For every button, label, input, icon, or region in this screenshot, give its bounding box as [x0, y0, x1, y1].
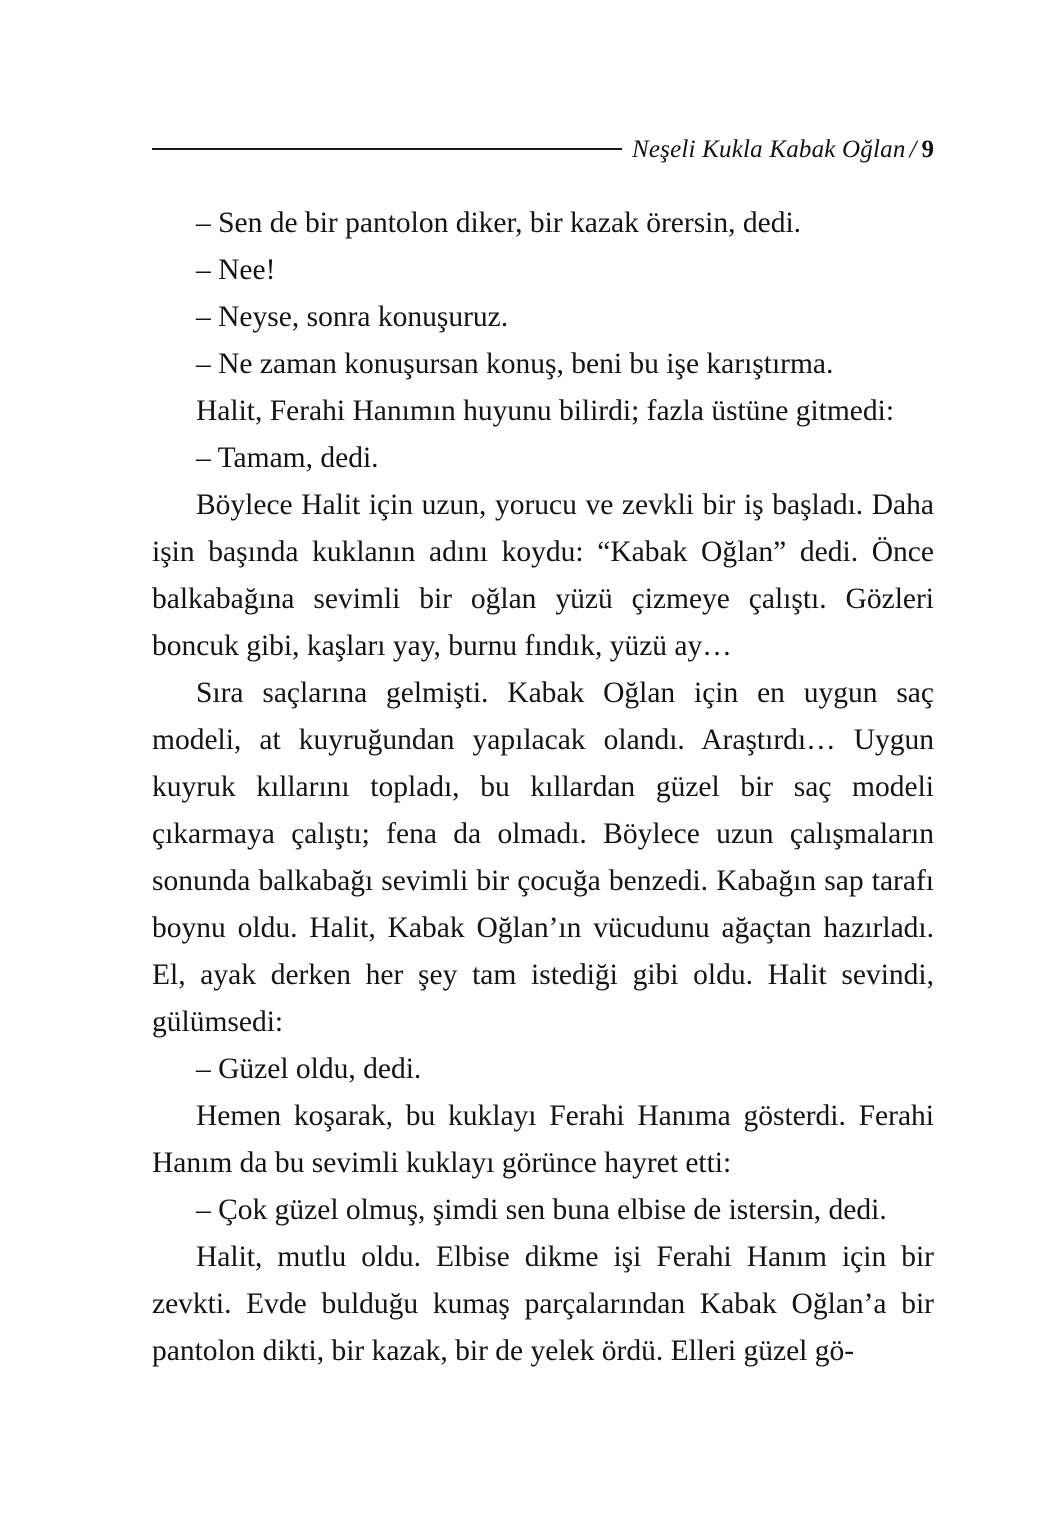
- paragraph: – Çok güzel olmuş, şimdi sen buna elbise de istersin, dedi.: [196, 1194, 887, 1226]
- header-rule: [152, 148, 622, 150]
- paragraph: – Ne zaman konuşursan konuş, beni bu işe karıştırma.: [196, 348, 834, 380]
- running-head: [152, 132, 934, 168]
- paragraph: Sıra saçlarına gelmişti. Kabak Oğlan için en uygun saç modeli, at kuyruğundan yapılacak olandı. Araştırdı… Uygun kuyruk kıllarını topladı, bu kıllardan güzel bir saç modeli çıkarmaya çalıştı; fena da olmadı. Böylece uzun çalışmaların sonunda balkabağı sevimli bir çocuğa benzedi. Kabağın sap tarafı boynu oldu. Halit, Kabak Oğlan’ın vücudunu ağaçtan hazırladı. El, ayak derken her şey tam istediği gibi oldu. Halit sevindi, gülümsedi:: [152, 677, 934, 1038]
- page-number: 9: [921, 136, 934, 163]
- paragraph: – Sen de bir pantolon diker, bir kazak örersin, dedi.: [196, 207, 802, 239]
- paragraph: – Nee!: [196, 254, 276, 286]
- header-separator: /: [909, 136, 917, 163]
- paragraph: Böylece Halit için uzun, yorucu ve zevkli bir iş başladı. Daha işin başında kuklanın adını koydu: “Kabak Oğlan” dedi. Önce balkabağına sevimli bir oğlan yüzü çizmeye çalıştı. Gözleri boncuk gibi, kaşları yay, burnu fındık, yüzü ay…: [152, 489, 934, 662]
- paragraph: – Neyse, sonra konuşuruz.: [196, 301, 509, 333]
- book-title: Neşeli Kukla Kabak Oğlan: [632, 136, 906, 163]
- paragraph: Halit, Ferahi Hanımın huyunu bilirdi; fazla üstüne gitmedi:: [196, 395, 895, 427]
- paragraph: – Güzel oldu, dedi.: [196, 1053, 422, 1085]
- paragraph: – Tamam, dedi.: [196, 442, 379, 474]
- body-text: [152, 200, 934, 1375]
- paragraph: Hemen koşarak, bu kuklayı Ferahi Hanıma gösterdi. Ferahi Hanım da bu sevimli kuklayı görünce hayret etti:: [152, 1100, 934, 1179]
- paragraph: Halit, mutlu oldu. Elbise dikme işi Ferahi Hanım için bir zevkti. Evde bulduğu kumaş parçalarından Kabak Oğlan’a bir pantolon dikti, bir kazak, bir de yelek ördü. Elleri güzel gö-: [152, 1241, 934, 1367]
